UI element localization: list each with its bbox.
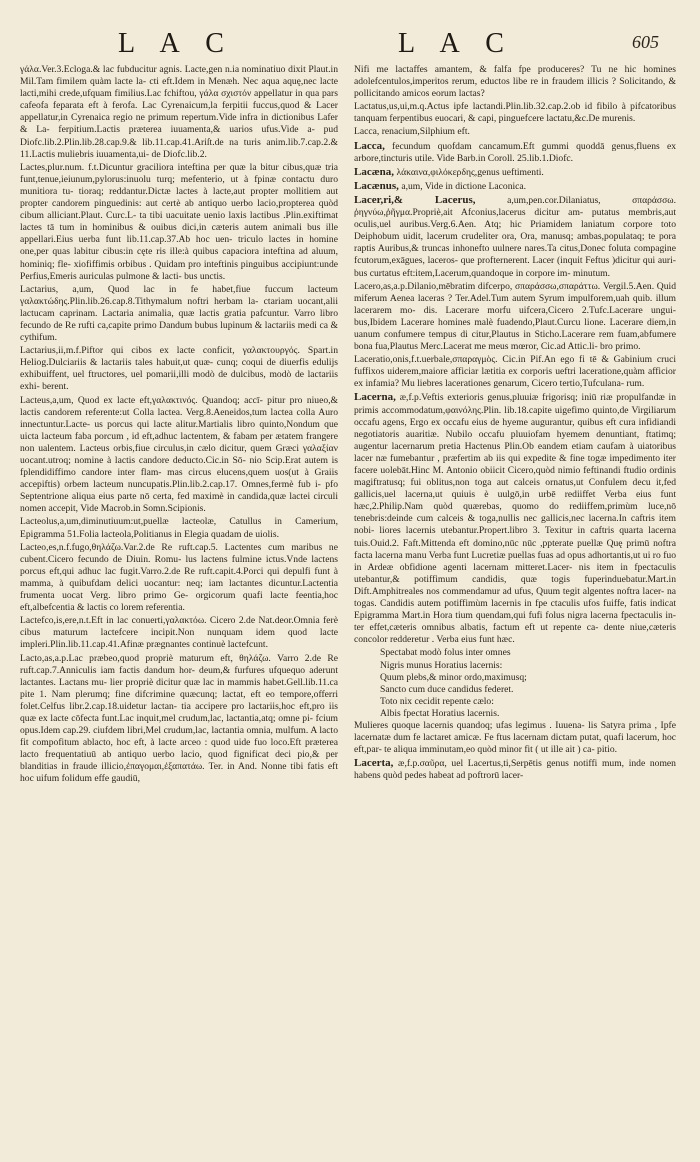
entry-text: Laceratio,onis,f.t.uerbale,σπαραγμὸς. Cic.in Pif.An ego fi tē & Gabinium cruci fuffixos uiderem,maiore afficiar lætitia ex corporis ueftri laceratione,quàm afficior ex infamia? Mu liebres lacerationes genarum, Cicero tertio,Tufculana- rum.	[354, 354, 676, 390]
page-number: 605	[632, 32, 659, 52]
dictionary-entry	[20, 615, 338, 651]
entry-text: Lacteo,es,n.f.fugo,θηλάζω.Var.2.de Re ruft.cap.5. Lactentes cum maribus ne cubent.Cicero fecundo de Diuin. Romu- lus lactens fulmine ictus.Vnde lactens porcus eft,qui adhuc lac fugit.Varro.2.de Re ruft.capit.4.Porci qui depulfi funt à mamma, à quibufdam delici uocantur: neq; iam lactantes dicuntur.Lactentia frumenta uocat Verg. libro primo Ge- orgicorum quafi lacte feentia,hoc eft,albefcentia & lactis co lorem referentia.	[20, 541, 338, 614]
entry-text: Lacteus,a,um, Quod ex lacte eft,γαλακτινός. Quandoq; accī- pitur pro niueo,& lactis candorem referente:ut Colla lactea. Verg.8.Aeneidos,tum lactea colla Auro innectuntur.Lacte- us porcus qui lacte alitur.Martialis libro quinto,Nondum que uicta lacteum faba porcum , id eft,adhuc lactentem, & fabam per ætatem frangere non ualentem. Lacteus orbis,fiue circulus,in cælo dicitur, quem Græci γαλαξίαν uocant.utroq; nomine à lactis candore deducto.Cic.in Sō- nio Scip.Erat autem is fplendidiffimo candore inter flam- mas circus elucens,quem uos(ut à Graiis accepiftis) orbem lacteum nuncupatis.Plin.lib.2.cap.17. Omnes,fermè fub i- pfo Septentrione aliqua eius parte nō certa, fed maximè in candida,quæ lactei circuli nomen accepit, Vide Macrob.in Somn.Scipionis.	[20, 394, 338, 515]
entry-text: Lacca, renacium,Silphium eft.	[354, 126, 470, 138]
dictionary-entry	[20, 284, 338, 344]
entry-headword: Lacerna,	[354, 391, 396, 404]
entry-text: a,um, Vide in dictione Laconica.	[401, 180, 527, 192]
entry-text: Nifi me lactaffes amantem, & falfa fpe produceres? Tu ne hic homines adolefcentulos,imperitos rerum, eductos libe re in fraudem illicis ? Solicitando, & pollicitando amicos eorum lactas?	[354, 64, 676, 100]
entry-text: Sancto cum duce candidus federet.	[380, 683, 514, 695]
dictionary-entry	[354, 720, 676, 756]
dictionary-entry	[354, 126, 676, 138]
dictionary-entry	[20, 64, 338, 161]
dictionary-entry	[354, 166, 676, 179]
dictionary-entry	[20, 395, 338, 516]
entry-text: Nigris munus Horatius lacernis:	[380, 659, 503, 671]
entry-text: Lactefco,is,ere,n.t.Eft in lac conuerti,γαλακτόω. Cicero 2.de Nat.deor.Omnia ferè cibus maturum lactefcere incipit.Non nunquam idem quod lacte impleri.Plin.lib.11.cap.41.Afinæ prægnantes continuè lactefcunt.	[20, 615, 338, 651]
entry-text: Spectabat modò folus inter omnes	[380, 647, 511, 659]
dictionary-entry	[380, 708, 676, 720]
dictionary-entry	[20, 516, 338, 540]
entry-headword: Lacca,	[354, 139, 385, 152]
dictionary-entry	[380, 696, 676, 708]
entry-text: λάκαινα,φιλόκερδης,genus ueftimenti.	[396, 166, 544, 178]
dictionary-entry	[380, 647, 676, 659]
entry-text: Lactes,plur.num. f.t.Dicuntur graciliora inteftina per quæ la bitur cibus,quæ tria funt,tenue,ieiunum,pylorus:inuolu turq; mefenterio, ut à fpinæ contactu duro munitiora tu- tioraq; reddantur.Dictæ lactes à lacte,aut propter mollitiem aut propter candorem pinguedinis: aut certè ab antiquo uerbo lacio,propterea quòd cibum alliciant.Plaut. Curc.L- ta tibi uacuitate uenio laxis lactibus .Plin.exiftimat lactes tā tum in hominibus & ouibus dici,in cæteris autem animali bus ille appellari.Eius uerba funt lib.11.cap.37.Ab hoc uen- triculo lactes in homine one,per quas labitur cibus:in cęte ris ille:à quibus capaciora inteftina ad aluum, hominiq; fle- xiofiffimis orbibus . Quidam pro inteftinis pinguibus accipiunt:unde Perfius,Emeris auriculas pulmone & lacti- bus unctis.	[20, 161, 338, 282]
entry-headword: Lacænus,	[354, 179, 399, 192]
entry-text: Lactarius,ii,m.f.Piftor qui cibos ex lacte conficit, γαλακτουργός. Spart.in Heliog.Dulciariis & lactariis tales habuit,ut quæ- cunq; coqui de diuerfis edulijs exhibuiffent, uel ftructores, uel pomarii,illi modò de dulcibus, modò de lactariis exhi- berent.	[20, 345, 338, 393]
entry-text: Lactarius, a,um, Quod lac in fe habet,fiue fuccum lacteum γαλακτώδης.Plin.lib.26.cap.8.Tithymalum noftri herbam la- ctariam uocant,alii lactucam caprinam. Lactaria animalia, quæ lactis gratia pafcuntur. Varro libro fecundo de Re rufti ca,capite primo Dandum bubus lupinum & lactariis medi ca & cythifum.	[20, 283, 338, 344]
dictionary-entry	[354, 281, 676, 354]
dictionary-entry	[354, 64, 676, 100]
dictionary-entry	[20, 542, 338, 615]
dictionary-entry	[380, 672, 676, 684]
entry-text: æ,f.p.σαῦρα, uel Lacertus,ti,Serpētis genus notiffi mum, inde nomen habens quòd pedes habeat ad poftrorū lacer-	[354, 758, 676, 782]
dictionary-entry	[380, 684, 676, 696]
dictionary-entry	[380, 660, 676, 672]
right-column	[354, 64, 676, 1144]
running-head-right: L A C	[398, 28, 514, 59]
dictionary-entry	[20, 162, 338, 283]
entry-text: Lacteolus,a,um,diminutiuum:ut,puellæ lacteolæ, Catullus in Camerium, Epigramma 51.Folia lacteola,Politianus in Elegia quadam de uiolis.	[20, 516, 338, 540]
entry-text: fecundum quofdam cancamum.Eft gummi quoddā genus,fluens ex arbore,tincturis utile. Vide Barb.in Coroll. 25.lib.1.Diofc.	[354, 140, 676, 164]
entry-headword: Lacæna,	[354, 165, 395, 178]
dictionary-entry	[354, 140, 676, 165]
dictionary-entry	[354, 757, 676, 782]
entry-text: æ,f.p.Veftis exterioris genus,pluuiæ frigorisq; iniū riæ propulfandæ in primis accommodatum,φαινόλης.Plin. lib.18.capite uigefimo quinto,de Virgiliarum occafu agens, Ergo ex occafu eius de hyeme augurantur, quibus eft cura infidiandi negotiatoris auaritiæ. Nubilo occafu pluuiofam hyemem denuntiant, ftatimq; augentur lacernarum pretia Hactenus Plin.Ob eandem etiam caufam à uiatoribus lacer næ fumebantur , præfertim ab iis qui expedite & fine togæ impedimento iter facere uolebāt.Hinc M. Antonio obiicit Cicero,quòd nimio feftinandi ftudio ordinis magiftratusq; fui oblitus,non toga aut calceis ornatus,ut Confulem decu it,fed gallicis,uel lacerna,ut quiuis è uulgō,in urbē rediiffet Verba eius funt hæc,2.Philip.Nam quòd quærebas, quomo do rediiffem,primùm luce,nō tenebris:deinde cum calceis & toga,nullis nec gallicis,nec lacerna.In caftris item nobi- liores lacernis utebantur.Propert.libro 3. Texitur in caftris quarta lacerna tuis.Ouid.2. Faft.Mittenda eft domino,nūc nūc ,ppterate puellæ Quę primū noftra facta lacerna manu Verba funt Lucretiæ puellas fuas ad opus adhortantis,ut ui ro fuo in Ardeæ obfidione agenti lacernam mitteret.Lacer- nis item in fpectaculis utebantur,& potiffimum candidis, quæ togis fuperinduebatur.Mart.in Dift.Amphitreales nos commendamur ad ufus, Quum tegit algentes noftra lacer- na togas. Candidis autem potiffimùm lacernis in fpe ctaculis ufos fuiffe, fatis indicat Epigramma Mart.in Hora tium quendam,qui fufi folus nigra lacerna fpectaculis in- ter effet,cæteris omnibus albatis, factum eft ut repente ca- dente niue,cæteris concolor redderetur . Verba eius funt hæc.	[354, 392, 676, 646]
dictionary-entry	[354, 194, 676, 280]
entry-headword: Lacerta,	[354, 757, 394, 770]
entry-text: a,um,pen.cor.Dilaniatus, σπαράσσω. ῥηγνύω,ῥῆγμα.Propriè,ait Afconius,lacerus dicitur am- putatus membris,aut oculis,uel auribus.Verg.6.Aen. Atq; hic Priamidem laniatum corpore toto Deiphobum uidit, lacerum crudeliter ora, Ora, manusq; ambas,populataq; te pora raptis Auribus,& truncas inhonefto uulnere nares.Ta citus,Donec foluta compagine fcutorum,exāgues, laceros- que profternerent. Lacer (inquit Feftus )dicitur qui auri- bus curtatus eft:item,Lacerum,quandoque in corpore im- minutum.	[354, 194, 676, 279]
dictionary-entry	[354, 354, 676, 390]
entry-text: γάλα.Ver.3.Ecloga.& lac fubducitur agnis. Lacte,gen n.ia nominatiuo dixit Plaut.in Mil.Tam fimilem quàm lacte la- cti eft.Idem in Menæh. Nec aqua aquę,nec lacte lacti,mihi crede,ufquam fimilius.Lac fchiftou, γάλα σχιστόν appellatur in qua pars cafeofa feparata eft à ferofa. Lac Cyrenaicum,la ferpitii fuccus,quod & Lacer appellatur,in Cyrenaica regio ne primum repertum.Vide infra in dictionibus Lafer & La- ferpitium.Lactis præterea iuuamenta,& uarios ufus.Vide a- pud Diofc.lib.2.Plin.lib.28.cap.9.& lib.11.cap.41.Ariſt.de na turis anim.lib.7.cap.2.& 11.Lactis muliebris iuuamenta,ui- de Diofc.lib.2.	[20, 64, 338, 160]
entry-headword: Lacer,ri,& Lacerus,	[354, 193, 476, 206]
dictionary-entry	[354, 101, 676, 125]
entry-text: Mulieres quoque lacernis quandoq; ufas legimus . Iuuena- lis Satyra prima , Ipfe lacernatæ dum fe lactaret amicæ. Fe ftus lacernam dictam putat, quafi lacerum, hoc eft,par- te aliqua imminutam,eo quòd minor fit ( ut ille ait ) ca- pitio.	[354, 719, 676, 756]
entry-text: Lacto,as,a.p.Lac præbeo,quod propriè maturum eft, θηλάζω. Varro 2.de Re ruft.cap.7.Anniculis iam factis dandum hor- deum,& furfures ufquequo aderunt lactantes. Lactans mu- lier propriè dicitur quæ lac in mammis habet.Gell.lib.11.ca pite 1. Nam plerumq; fine difcrimine quæcunq; lactat, eft eo tempore,offerri folet.Celfus libr.2.cap.18.uidetur lactan- tia accipere pro lactariis,hoc eft,pro iis quæ ex lacte cōfecta funt.Lac inquit,mel crudum,lac, lactantia,atq; omne pi- fcium opus.Idem cap.29. ciufdem libri,Mel crudum,lac, lactantia omnia, mulfum. A lacto fit compofitum ablacto, hoc eft, à lacte arceo : quod uide fuo loco.Eft præterea lacto frequentatiuū ab antiquo uerbo lacio, quod fignificat deci pio,& per blanditias in fraude illicio,ἐπαγομαι,ἐξαπατάω. Ter. in And. Nonne tibi fatis eft hoc uifum folidum effe gaudiū,	[20, 652, 338, 785]
entry-text: Quum plebs,& minor ordo,maximusq;	[380, 671, 527, 683]
dictionary-entry	[354, 180, 676, 193]
dictionary-entry	[20, 345, 338, 393]
left-column	[20, 64, 338, 1144]
dictionary-entry	[20, 653, 338, 786]
running-head-left: L A C	[118, 28, 234, 59]
entry-text: Toto nix cecidit repente cælo:	[380, 695, 494, 707]
entry-text: Lacero,as,a.p.Dilanio,mēbratim difcerpo, σπαράσσω,σπαράττω. Vergil.5.Aen. Quid miferum Aenea laceras ? Ter.Adel.Tum autem Syrum impulforem,uah quib. illum lacerarem mo- dis. Lacerare morfu uifcera,Cicero 2.Tufc.Lacerare ungui- bus,Ibidem Lacerare homines malè fuadendo,Plaut.Curcu lione. Lacerare diem,in uanum confumere tempus di citur,Plautus in Sticho.Lacerare rem fuam,abfumere bona fua,Plautus Merc.Lacerat me meus mœror, Cic.ad Attic.li- bro primo.	[354, 280, 676, 353]
entry-text: Albis fpectat Horatius lacernis.	[380, 707, 500, 719]
entry-text: Lactatus,us,ui,m.q.Actus ipfe lactandi.Plin.lib.32.cap.2.ob id fibilo à pifcatoribus tanquam ferpentibus euocari, & capi, pinguefcere lactatu,&c.De murenis.	[354, 101, 676, 125]
dictionary-entry	[354, 391, 676, 646]
